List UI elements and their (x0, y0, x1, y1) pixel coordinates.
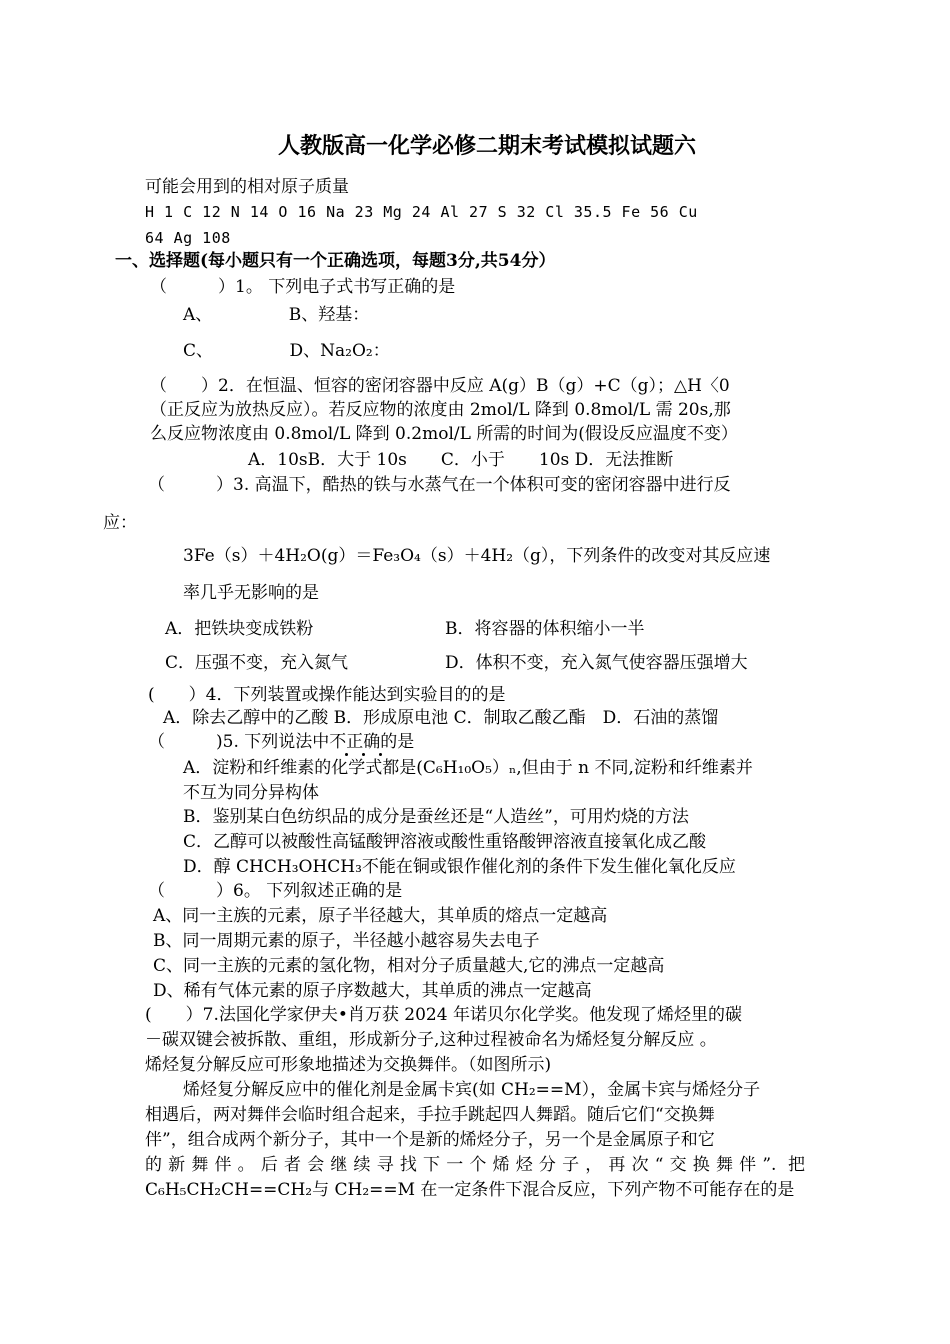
question-3-stem: 应： (103, 513, 137, 533)
question-1-options: C、 D、Na₂O₂： (183, 341, 390, 361)
question-2-stem: （ ）2．在恒温、恒容的密闭容器中反应 A(g）B（g）+C（g）；△H〈0 (150, 376, 730, 396)
question-7-paragraph: 相遇后，两对舞伴会临时组合起来，手拉手跳起四人舞蹈。随后它们“交换舞 (145, 1105, 715, 1125)
emphasis-dot (362, 753, 365, 756)
question-5-option-c: C．乙醇可以被酸性高锰酸钾溶液或酸性重铬酸钾溶液直接氧化成乙酸 (183, 832, 707, 852)
question-7-paragraph: C₆H₅CH₂CH==CH₂与 CH₂==M 在一定条件下混合反应，下列产物不可能存在的是 (145, 1180, 795, 1200)
question-6-option-b: B、同一周期元素的原子，半径越小越容易失去电子 (153, 931, 540, 951)
question-6-stem: （ ）6。 下列叙述正确的是 (148, 881, 403, 901)
atomic-mass-heading: 可能会用到的相对原子质量 (145, 177, 349, 197)
section-heading: 一、选择题(每小题只有一个正确选项，每题3分,共54分） (115, 251, 556, 271)
atomic-mass-line: H 1 C 12 N 14 O 16 Na 23 Mg 24 Al 27 S 32 Cl 35.5 Fe 56 Cu (145, 203, 698, 221)
question-7-paragraph: 的新舞伴。后者会继续寻找下一个烯烃分子，再次“交换舞伴”. 把 (145, 1155, 805, 1175)
question-1-options: A、 B、羟基： (183, 305, 370, 325)
question-2-options: A．10sB．大于 10s C．小于 10s D．无法推断 (248, 450, 674, 470)
question-3-equation: 3Fe（s）＋4H₂O(g）＝Fe₃O₄（s）＋4H₂（g），下列条件的改变对其反应速 (183, 546, 771, 566)
question-5-option-d: D．醇 CHCH₃OHCH₃不能在铜或银作催化剂的条件下发生催化氧化反应 (183, 857, 736, 877)
question-5-option-a: A．淀粉和纤维素的化学式都是(C₆H₁₀O₅）ₙ,但由于 n 不同,淀粉和纤维素并 (183, 758, 753, 778)
question-2-stem: 么反应物浓度由 0.8mol/L 降到 0.2mol/L 所需的时间为(假设反应温度不变） (150, 424, 738, 444)
question-1-stem: （ ）1。 下列电子式书写正确的是 (150, 277, 456, 297)
question-3-option-d: D．体积不变，充入氮气使容器压强增大 (445, 653, 748, 673)
question-4-options: A．除去乙醇中的乙酸 B．形成原电池 C．制取乙酸乙酯 D．石油的蒸馏 (163, 708, 719, 728)
question-6-option-a: A、同一主族的元素，原子半径越大，其单质的熔点一定越高 (153, 906, 608, 926)
atomic-mass-line: 64 Ag 108 (145, 229, 231, 247)
question-6-option-c: C、同一主族的元素的氢化物，相对分子质量越大,它的沸点一定越高 (153, 956, 665, 976)
question-7-paragraph: 伴”，组合成两个新分子，其中一个是新的烯烃分子，另一个是金属原子和它 (145, 1130, 715, 1150)
emphasis-dot (345, 753, 348, 756)
question-3-stem: 率几乎无影响的是 (183, 583, 319, 603)
question-7-stem: ( ）7.法国化学家伊夫•肖万获 2024 年诺贝尔化学奖。他发现了烯烃里的碳 (145, 1005, 742, 1025)
question-5-stem: （ )5. 下列说法中不正确的是 (148, 732, 415, 752)
question-3-stem: （ ）3. 高温下，酷热的铁与水蒸气在一个体积可变的密闭容器中进行反 (148, 475, 731, 495)
question-3-option-c: C．压强不变，充入氮气 (165, 653, 349, 673)
question-4-stem: ( ）4．下列装置或操作能达到实验目的的是 (148, 685, 506, 705)
question-2-stem: （正反应为放热反应）。若反应物的浓度由 2mol/L 降到 0.8mol/L 需 20s,那 (150, 400, 731, 420)
question-5-option-b: B．鉴别某白色纺织品的成分是蚕丝还是“人造丝”，可用灼烧的方法 (183, 807, 689, 827)
question-3-option-b: B．将容器的体积缩小一半 (445, 619, 645, 639)
page-title: 人教版高一化学必修二期末考试模拟试题六 (278, 134, 697, 159)
question-7-paragraph: 烯烃复分解反应中的催化剂是金属卡宾(如 CH₂==M），金属卡宾与烯烃分子 (183, 1080, 761, 1100)
question-3-option-a: A．把铁块变成铁粉 (165, 619, 314, 639)
question-7-stem: 烯烃复分解反应可形象地描述为交换舞伴。（如图所示) (145, 1055, 552, 1075)
question-6-option-d: D、稀有气体元素的原子序数越大，其单质的沸点一定越高 (153, 981, 592, 1001)
emphasis-dot (379, 753, 382, 756)
question-5-option-a: 不互为同分异构体 (183, 783, 319, 803)
question-7-stem: －碳双键会被拆散、重组，形成新分子,这种过程被命名为烯烃复分解反应 。 (145, 1030, 717, 1050)
